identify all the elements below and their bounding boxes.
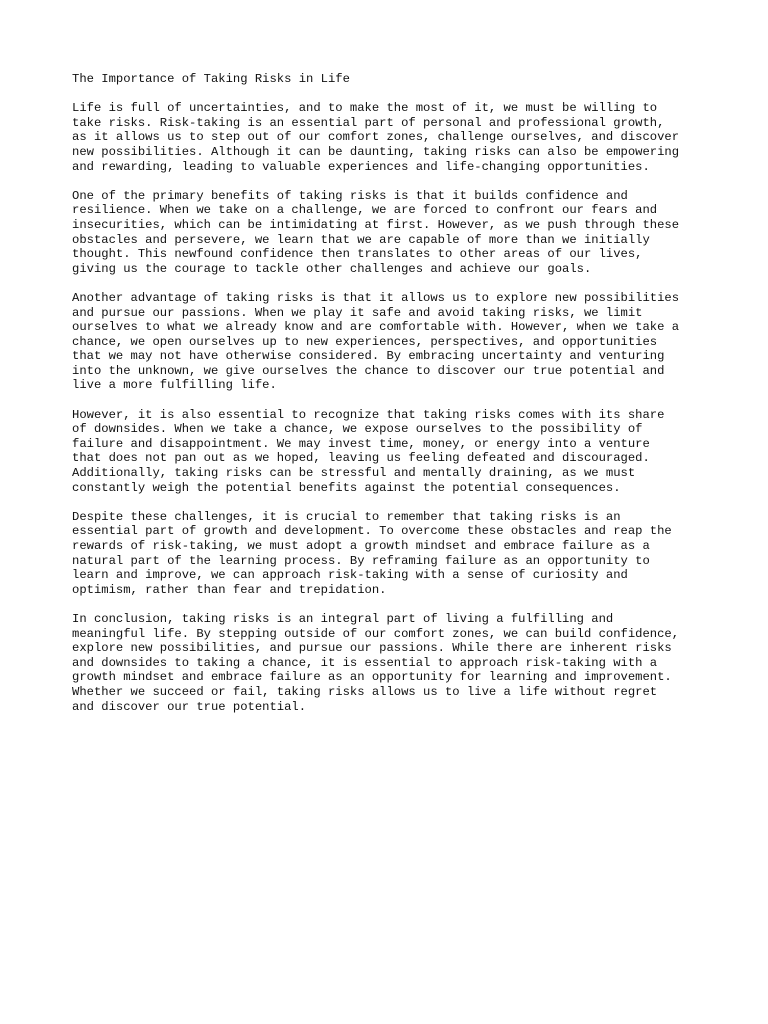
paragraph-line: that does not pan out as we hoped, leaving us feeling defeated and discouraged. [72,451,650,466]
paragraph-6 [72,612,712,714]
paragraph-line: growth mindset and embrace failure as an opportunity for learning and improvement. [72,670,672,685]
paragraph-line: Life is full of uncertainties, and to make the most of it, we must be willing to [72,101,658,116]
paragraph-line: meaningful life. By stepping outside of our comfort zones, we can build confidence, [72,626,680,641]
paragraph-line: and discover our true potential. [72,699,307,714]
paragraph-line: rewards of risk-taking, we must adopt a growth mindset and embrace failure as a [72,539,650,553]
document-body [72,101,712,714]
paragraph-line: into the unknown, we give ourselves the chance to discover our true potential and [72,363,665,378]
paragraph-line: and downsides to taking a chance, it is essential to approach risk-taking with a [72,655,658,670]
paragraph-line: and pursue our passions. When we play it safe and avoid taking risks, we limit [72,305,643,320]
paragraph-line: thought. This newfound confidence then translates to other areas of our lives, [72,247,643,262]
paragraph-2 [72,189,712,277]
paragraph-line: learn and improve, we can approach risk-taking with a sense of curiosity and [72,568,628,583]
paragraph-1 [72,101,712,174]
paragraph-line: live a more fulfilling life. [72,378,277,393]
paragraph-line: that we may not have otherwise considered. By embracing uncertainty and venturing [72,349,665,364]
paragraph-line: new possibilities. Although it can be daunting, taking risks can also be empowering [72,144,680,159]
document-page [72,72,712,729]
paragraph-line: resilience. When we take on a challenge, we are forced to confront our fears and [72,203,658,218]
paragraph-line: constantly weigh the potential benefits against the potential consequences. [72,480,621,495]
paragraph-line: failure and disappointment. We may invest time, money, or energy into a venture [72,436,650,451]
paragraph-line: take risks. Risk-taking is an essential part of personal and professional growth, [72,115,665,130]
paragraph-3 [72,291,712,393]
paragraph-line: ourselves to what we already know and are comfortable with. However, when we take a [72,320,680,335]
paragraph-line: natural part of the learning process. By reframing failure as an opportunity to [72,553,650,568]
paragraph-line: chance, we open ourselves up to new experiences, perspectives, and opportunities [72,334,658,349]
paragraph-line: One of the primary benefits of taking risks is that it builds confidence and [72,188,628,203]
paragraph-line: and rewarding, leading to valuable experiences and life-changing opportunities. [72,159,650,174]
paragraph-line: as it allows us to step out of our comfort zones, challenge ourselves, and discover [72,130,680,145]
paragraph-line: In conclusion, taking risks is an integral part of living a fulfilling and [72,611,614,626]
paragraph-line: giving us the courage to tackle other challenges and achieve our goals. [72,261,592,276]
paragraph-line: of downsides. When we take a chance, we expose ourselves to the possibility of [72,422,643,437]
paragraph-line: Another advantage of taking risks is that it allows us to explore new possibilities [72,290,680,305]
paragraph-line: Whether we succeed or fail, taking risks allows us to live a life without regret [72,684,658,699]
paragraph-line: essential part of growth and development. To overcome these obstacles and reap the [72,524,672,539]
paragraph-line: insecurities, which can be intimidating at first. However, as we push through these [72,217,680,232]
paragraph-line: explore new possibilities, and pursue our passions. While there are inherent risks [72,641,672,656]
paragraph-4 [72,408,712,496]
document-title: The Importance of Taking Risks in Life [72,72,350,86]
paragraph-line: Despite these challenges, it is crucial to remember that taking risks is an [72,509,621,524]
paragraph-line: Additionally, taking risks can be stressful and mentally draining, as we must [72,466,636,481]
paragraph-line: obstacles and persevere, we learn that we are capable of more than we initially [72,232,650,247]
paragraph-line: optimism, rather than fear and trepidation. [72,582,387,597]
paragraph-line: However, it is also essential to recognize that taking risks comes with its share [72,407,665,422]
paragraph-5 [72,510,712,598]
